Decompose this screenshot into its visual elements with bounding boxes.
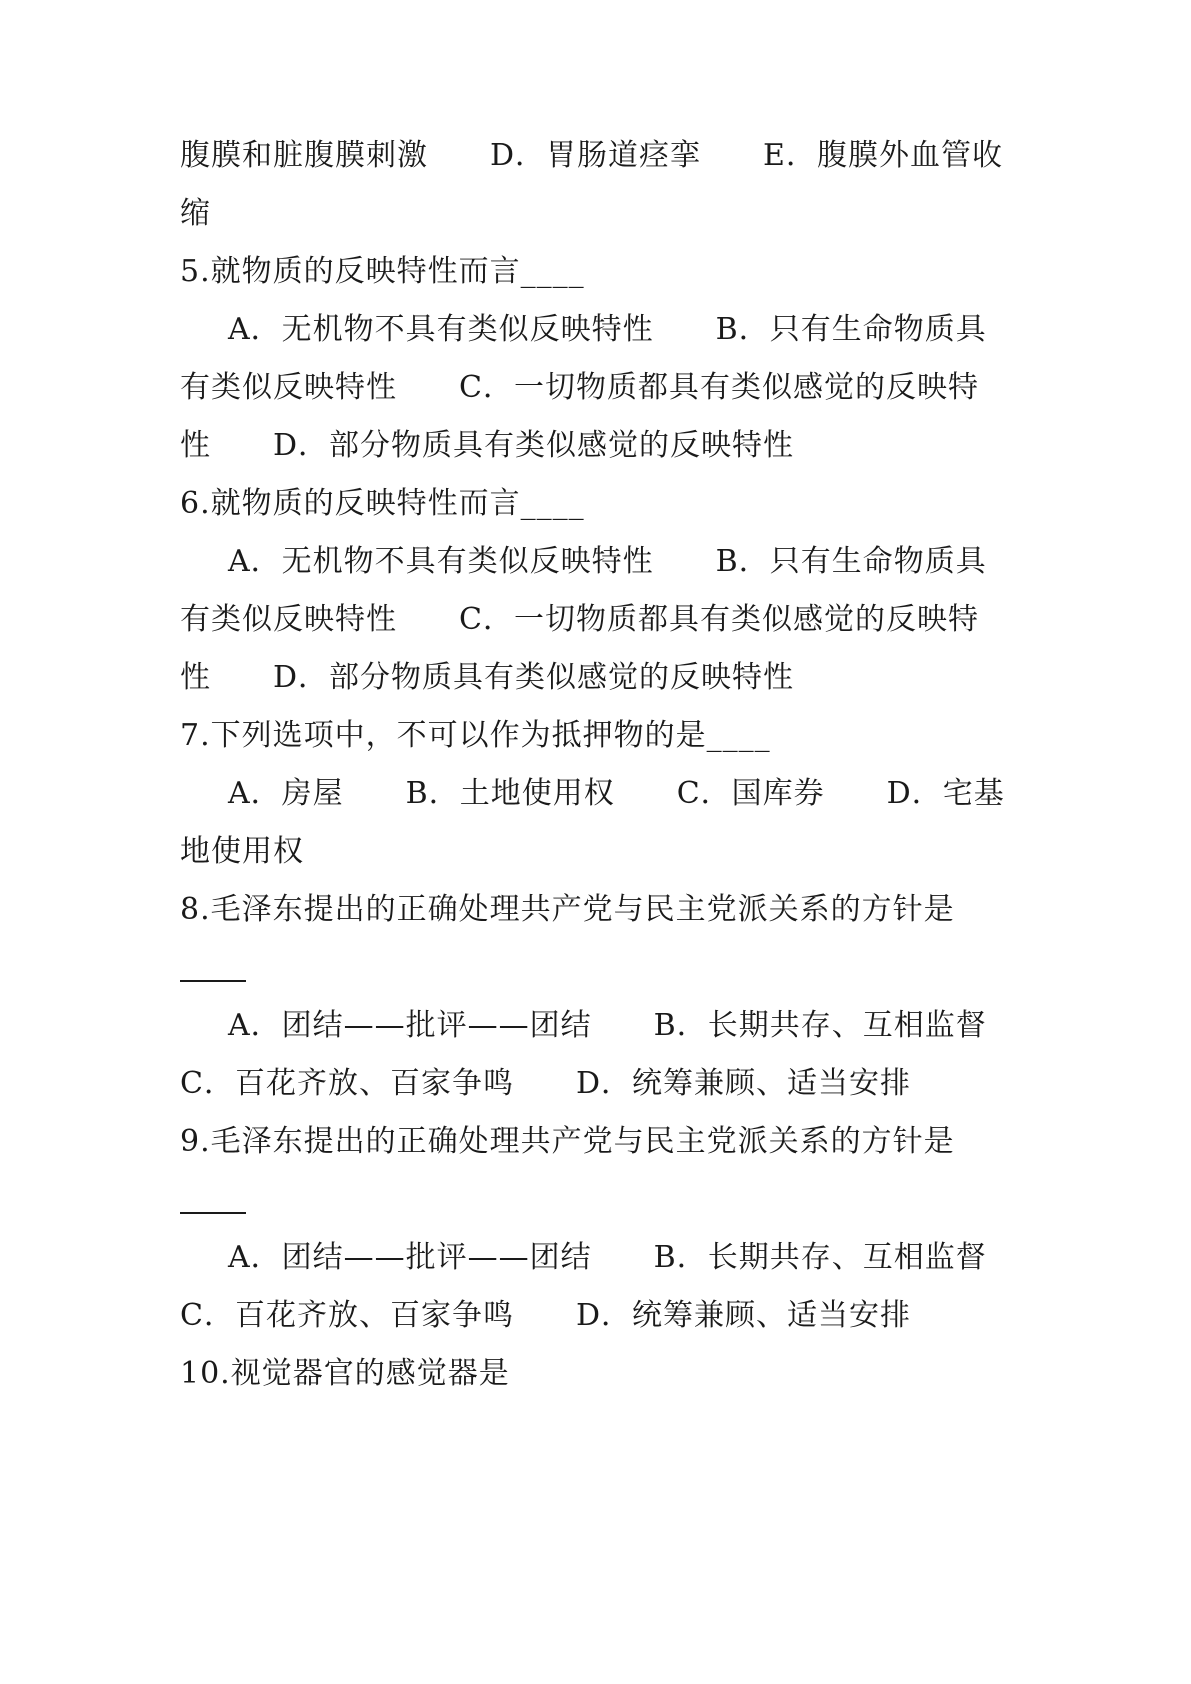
question-8-options: C．百花齐放、百家争鸣 D．统筹兼顾、适当安排 <box>180 1066 912 1101</box>
question-10-stem: 10.视觉器官的感觉器是 <box>180 1356 510 1391</box>
question-6-options: A．无机物不具有类似反映特性 B．只有生命物质具 <box>228 544 987 579</box>
question-8-stem: 8.毛泽东提出的正确处理共产党与民主党派关系的方针是 <box>180 892 955 927</box>
question-6-options: 性 D．部分物质具有类似感觉的反映特性 <box>180 660 795 695</box>
question-5-options: 有类似反映特性 C．一切物质都具有类似感觉的反映特 <box>180 370 979 405</box>
question-7-options: A．房屋 B．土地使用权 C．国库券 D．宅基 <box>228 776 1005 811</box>
question-9-stem: 9.毛泽东提出的正确处理共产党与民主党派关系的方针是 <box>180 1124 955 1159</box>
answer-blank <box>180 1212 246 1214</box>
question-6-options: 有类似反映特性 C．一切物质都具有类似感觉的反映特 <box>180 602 979 637</box>
question-5-stem: 5.就物质的反映特性而言____ <box>180 254 585 289</box>
text-line-continuation: 缩 <box>180 196 211 231</box>
question-9-options: C．百花齐放、百家争鸣 D．统筹兼顾、适当安排 <box>180 1298 912 1333</box>
question-8-options: A．团结——批评——团结 B．长期共存、互相监督 <box>228 1008 987 1043</box>
question-6-stem: 6.就物质的反映特性而言____ <box>180 486 585 521</box>
question-7-options: 地使用权 <box>180 834 304 869</box>
question-7-stem: 7.下列选项中，不可以作为抵押物的是____ <box>180 718 771 753</box>
question-5-options: 性 D．部分物质具有类似感觉的反映特性 <box>180 428 795 463</box>
answer-blank <box>180 980 246 982</box>
question-5-options: A．无机物不具有类似反映特性 B．只有生命物质具 <box>228 312 987 347</box>
question-9-options: A．团结——批评——团结 B．长期共存、互相监督 <box>228 1240 987 1275</box>
text-line-continuation: 腹膜和脏腹膜刺激 D．胃肠道痉挛 E．腹膜外血管收 <box>180 138 1003 173</box>
